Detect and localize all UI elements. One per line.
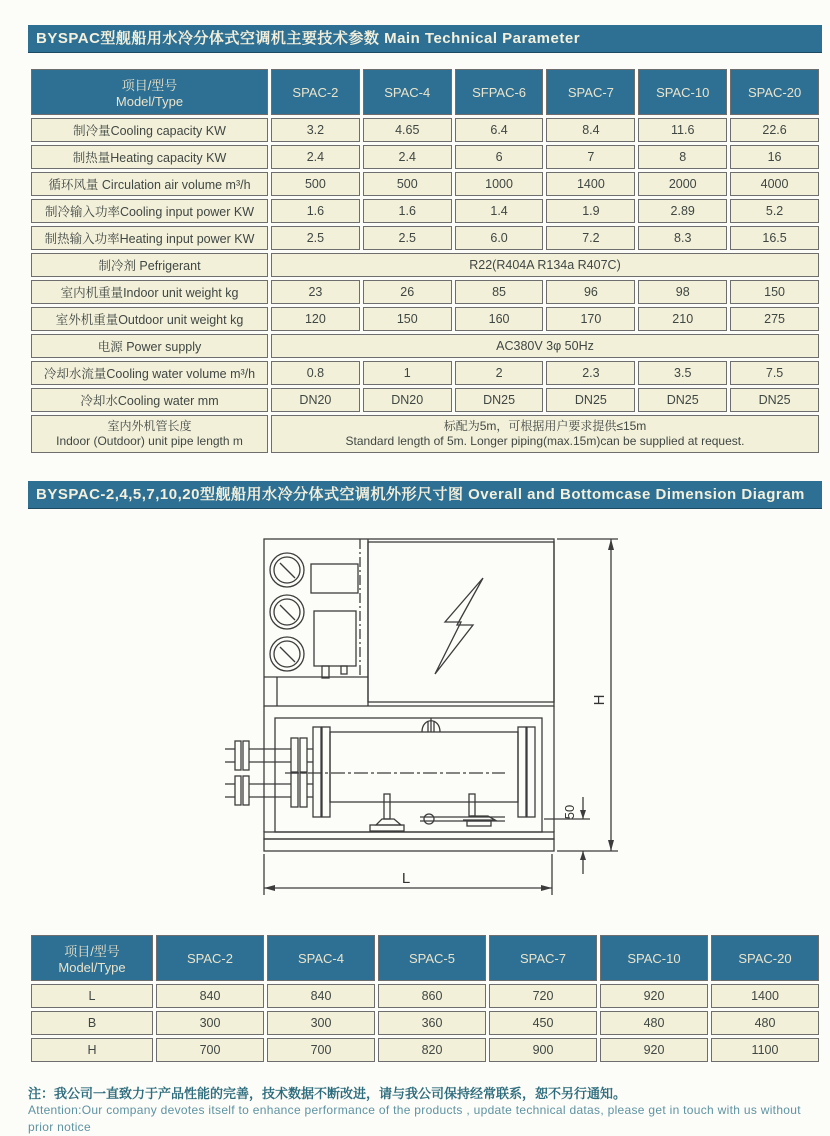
cell: 920 xyxy=(600,984,708,1008)
cell: 0.8 xyxy=(271,361,360,385)
dim-header-model-en: Model/Type xyxy=(58,960,126,975)
dim-header-col: SPAC-10 xyxy=(600,935,708,981)
table-row-merged xyxy=(31,253,819,277)
cell: 480 xyxy=(600,1011,708,1035)
cell: 3.5 xyxy=(638,361,727,385)
cell: 7 xyxy=(546,145,635,169)
cell: 8.3 xyxy=(638,226,727,250)
dim-table-header-row xyxy=(31,935,819,981)
table-row xyxy=(31,145,819,169)
water-pipe-flanges xyxy=(225,738,313,807)
cell: 300 xyxy=(156,1011,264,1035)
dim-header-col: SPAC-5 xyxy=(378,935,486,981)
row-label: 制冷量Cooling capacity KW xyxy=(31,118,268,142)
cell: 4000 xyxy=(730,172,819,196)
cell: 500 xyxy=(363,172,452,196)
table-row xyxy=(31,1011,819,1035)
cell: 22.6 xyxy=(730,118,819,142)
row-label: H xyxy=(31,1038,153,1062)
row-label: 冷却水流量Cooling water volume m³/h xyxy=(31,361,268,385)
cell: 275 xyxy=(730,307,819,331)
cell: 85 xyxy=(455,280,544,304)
cell: 4.65 xyxy=(363,118,452,142)
row-label: 制热输入功率Heating input power KW xyxy=(31,226,268,250)
cell: 480 xyxy=(711,1011,819,1035)
cell: 210 xyxy=(638,307,727,331)
cell: DN25 xyxy=(638,388,727,412)
cell: 820 xyxy=(378,1038,486,1062)
row-label: 制冷剂 Pefrigerant xyxy=(31,253,268,277)
row-label-en: Indoor (Outdoor) unit pipe length m xyxy=(56,434,243,448)
dimension-diagram xyxy=(205,522,645,912)
spec-header-model xyxy=(31,69,268,115)
cell: 120 xyxy=(271,307,360,331)
row-label: 循环风量 Circulation air volume m³/h xyxy=(31,172,268,196)
cell: 720 xyxy=(489,984,597,1008)
cell: 6.0 xyxy=(455,226,544,250)
dimension-table xyxy=(28,932,822,1065)
attention-note-en: Attention:Our company devotes itself to enhance performance of the products , update technical datas, please get in touch with us without prior notice xyxy=(28,1103,801,1134)
cell: 1.4 xyxy=(455,199,544,223)
cell: 96 xyxy=(546,280,635,304)
row-label: B xyxy=(31,1011,153,1035)
cell: 2.4 xyxy=(271,145,360,169)
cell: 11.6 xyxy=(638,118,727,142)
table-row xyxy=(31,307,819,331)
cell: 5.2 xyxy=(730,199,819,223)
cell: 16.5 xyxy=(730,226,819,250)
cell: 150 xyxy=(363,307,452,331)
cell: 1400 xyxy=(546,172,635,196)
cell: 16 xyxy=(730,145,819,169)
row-label-cn: 室内外机管长度 xyxy=(107,419,192,433)
attention-note xyxy=(28,1085,822,1136)
drawing-lines xyxy=(225,539,618,895)
row-label: 制冷输入功率Cooling input power KW xyxy=(31,199,268,223)
cell: 1 xyxy=(363,361,452,385)
dimension-arrowheads xyxy=(264,539,614,891)
merged-cell: AC380V 3φ 50Hz xyxy=(271,334,819,358)
row-label: 室外机重量Outdoor unit weight kg xyxy=(31,307,268,331)
spec-header-model-en: Model/Type xyxy=(115,94,184,109)
cell: 8 xyxy=(638,145,727,169)
dim-header-col: SPAC-20 xyxy=(711,935,819,981)
cell: 840 xyxy=(156,984,264,1008)
gauge-icon xyxy=(270,553,304,671)
cell: 1.9 xyxy=(546,199,635,223)
spec-header-col: SPAC-10 xyxy=(638,69,727,115)
spec-header-col: SFPAC-6 xyxy=(455,69,544,115)
cell: 1400 xyxy=(711,984,819,1008)
row-label: 制热量Heating capacity KW xyxy=(31,145,268,169)
cell: 170 xyxy=(546,307,635,331)
dimension-label-H: H xyxy=(591,694,608,706)
cell: 2000 xyxy=(638,172,727,196)
cell: 1000 xyxy=(455,172,544,196)
cell: 7.2 xyxy=(546,226,635,250)
unit-outline-drawing xyxy=(205,522,645,912)
table-row xyxy=(31,118,819,142)
cell: 1.6 xyxy=(271,199,360,223)
table-row-merged xyxy=(31,415,819,453)
spec-header-col: SPAC-4 xyxy=(363,69,452,115)
dim-header-col: SPAC-4 xyxy=(267,935,375,981)
spec-header-col: SPAC-7 xyxy=(546,69,635,115)
cell: 2.3 xyxy=(546,361,635,385)
dim-header-model-cn: 项目/型号 xyxy=(64,944,120,959)
attention-note-cn: 注：我公司一直致力于产品性能的完善，技术数据不断改进，请与我公司保持经常联系，恕不另行通知。 xyxy=(28,1086,627,1101)
cell: DN25 xyxy=(546,388,635,412)
cell: DN25 xyxy=(455,388,544,412)
spec-header-col: SPAC-20 xyxy=(730,69,819,115)
cell: 160 xyxy=(455,307,544,331)
lightning-bolt-icon xyxy=(435,578,483,674)
spec-header-col: SPAC-2 xyxy=(271,69,360,115)
dimension-label-L: L xyxy=(401,870,411,887)
row-label: L xyxy=(31,984,153,1008)
table-row xyxy=(31,388,819,412)
cell: 6 xyxy=(455,145,544,169)
merged-cell: R22(R404A R134a R407C) xyxy=(271,253,819,277)
dim-header-model xyxy=(31,935,153,981)
cell: 6.4 xyxy=(455,118,544,142)
table-row xyxy=(31,226,819,250)
main-title-banner: BYSPAC型舰船用水冷分体式空调机主要技术参数 Main Technical Parameter xyxy=(28,25,822,52)
cell: 150 xyxy=(730,280,819,304)
cell: 900 xyxy=(489,1038,597,1062)
dim-header-col: SPAC-2 xyxy=(156,935,264,981)
merged-cell-en: Standard length of 5m. Longer piping(max.15m)can be supplied at request. xyxy=(345,434,745,448)
cell: 500 xyxy=(271,172,360,196)
table-row xyxy=(31,361,819,385)
cell: DN20 xyxy=(363,388,452,412)
cell: DN20 xyxy=(271,388,360,412)
cell: 23 xyxy=(271,280,360,304)
merged-cell-cn: 标配为5m，可根据用户要求提供≤15m xyxy=(443,419,647,433)
table-row xyxy=(31,172,819,196)
cell: 98 xyxy=(638,280,727,304)
cell: 2.5 xyxy=(271,226,360,250)
table-row xyxy=(31,1038,819,1062)
cell: 450 xyxy=(489,1011,597,1035)
cell: 1.6 xyxy=(363,199,452,223)
cell: 2.89 xyxy=(638,199,727,223)
cell: 300 xyxy=(267,1011,375,1035)
cell: 700 xyxy=(156,1038,264,1062)
table-row xyxy=(31,984,819,1008)
cell: 2 xyxy=(455,361,544,385)
cell: 2.5 xyxy=(363,226,452,250)
table-row xyxy=(31,199,819,223)
cell: DN25 xyxy=(730,388,819,412)
cell: 2.4 xyxy=(363,145,452,169)
spec-table-header-row xyxy=(31,69,819,115)
cell: 1100 xyxy=(711,1038,819,1062)
cell: 860 xyxy=(378,984,486,1008)
cell: 360 xyxy=(378,1011,486,1035)
cell: 840 xyxy=(267,984,375,1008)
row-label xyxy=(31,415,268,453)
table-row xyxy=(31,280,819,304)
cell: 700 xyxy=(267,1038,375,1062)
row-label: 室内机重量Indoor unit weight kg xyxy=(31,280,268,304)
spec-table xyxy=(28,66,822,456)
dimension-title-banner: BYSPAC-2,4,5,7,10,20型舰船用水冷分体式空调机外形尺寸图 Overall and Bottomcase Dimension Diagram xyxy=(28,481,822,508)
cell: 7.5 xyxy=(730,361,819,385)
dimension-label-50: 50 xyxy=(562,804,577,820)
row-label: 电源 Power supply xyxy=(31,334,268,358)
merged-cell xyxy=(271,415,819,453)
cell: 3.2 xyxy=(271,118,360,142)
row-label: 冷却水Cooling water mm xyxy=(31,388,268,412)
table-row-merged xyxy=(31,334,819,358)
dim-header-col: SPAC-7 xyxy=(489,935,597,981)
cell: 26 xyxy=(363,280,452,304)
spec-header-model-cn: 项目/型号 xyxy=(121,78,178,93)
cell: 920 xyxy=(600,1038,708,1062)
cell: 8.4 xyxy=(546,118,635,142)
